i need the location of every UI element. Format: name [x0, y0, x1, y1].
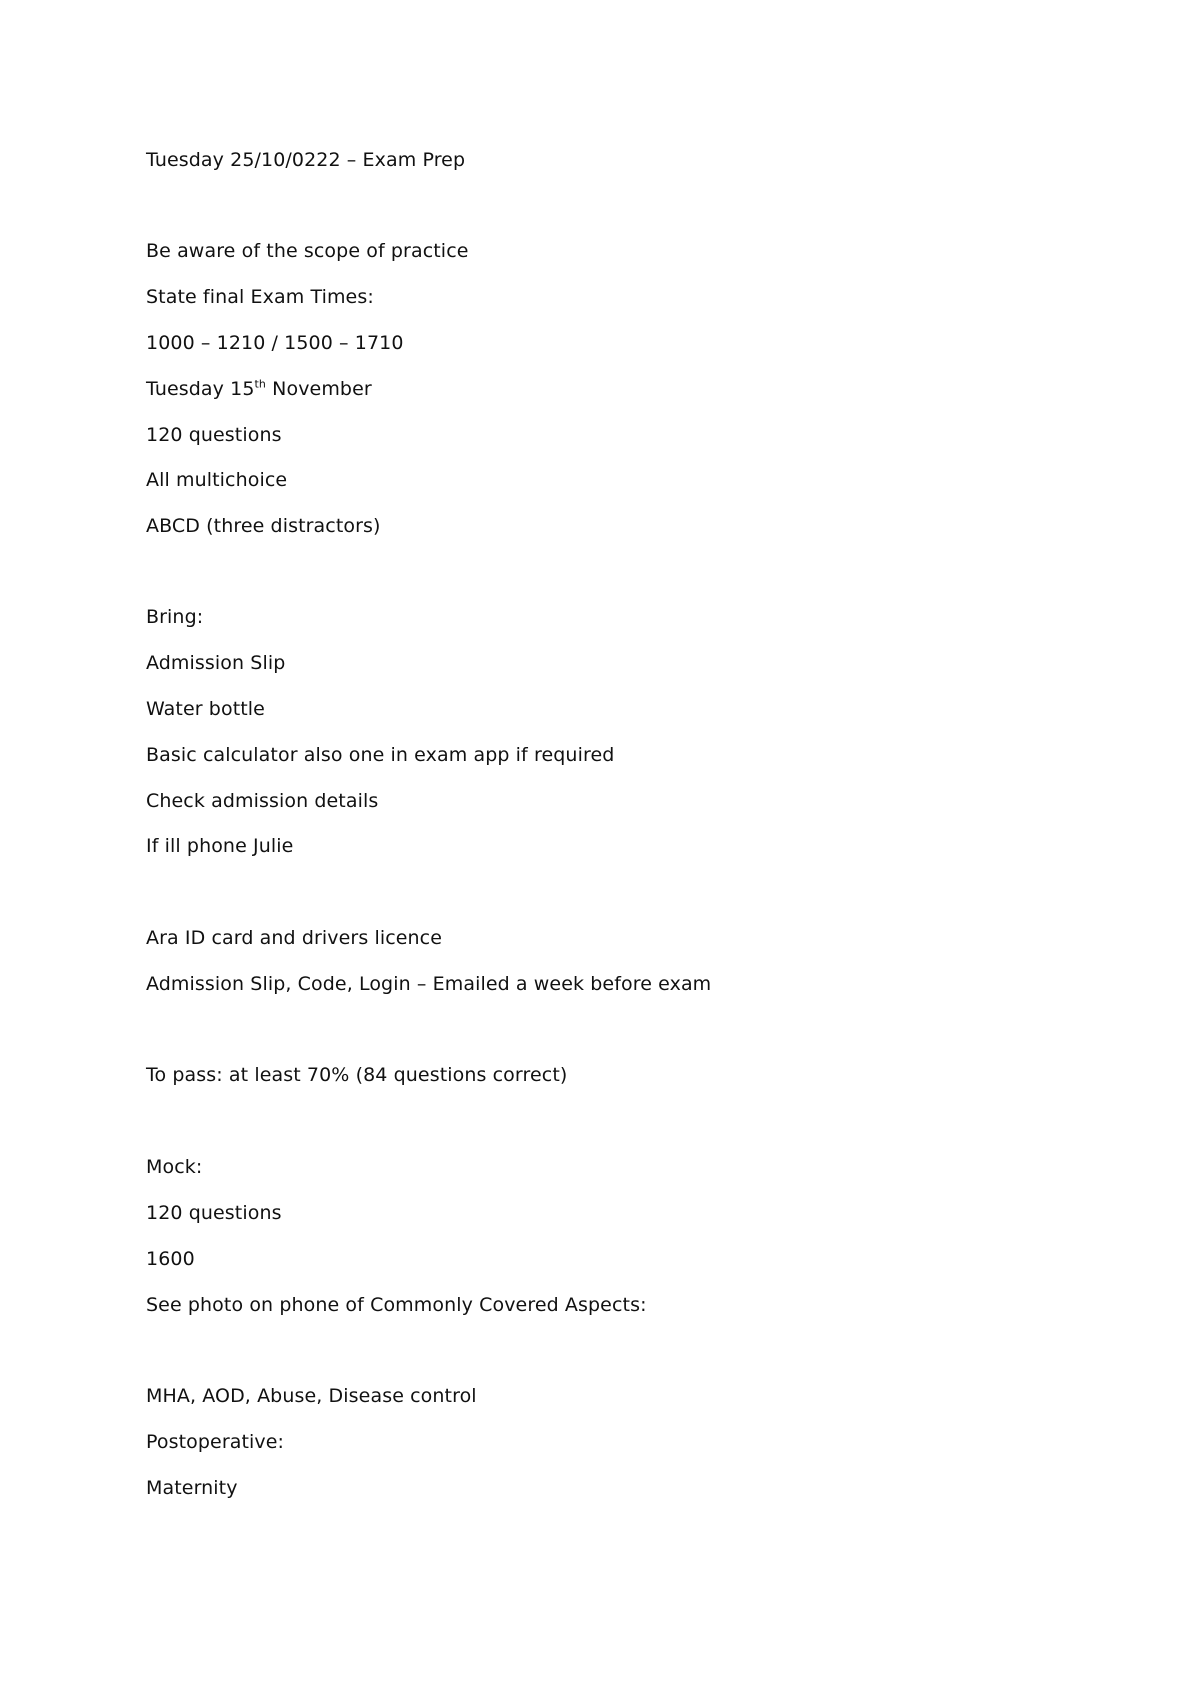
exam-date-ordinal: th [254, 377, 267, 391]
mock-time: 1600 [146, 1248, 195, 1270]
id-card-line: Ara ID card and drivers licence [146, 927, 443, 949]
bring-calculator: Basic calculator also one in exam app if required [146, 744, 615, 766]
exam-date [146, 377, 372, 401]
emailed-line: Admission Slip, Code, Login – Emailed a week before exam [146, 973, 712, 995]
check-admission-details: Check admission details [146, 790, 379, 812]
mock-heading: Mock: [146, 1156, 203, 1178]
exam-date-month: November [266, 378, 372, 400]
exam-times: 1000 – 1210 / 1500 – 1710 [146, 332, 404, 354]
maternity-line: Maternity [146, 1477, 238, 1499]
document-title: Tuesday 25/10/0222 – Exam Prep [146, 149, 466, 171]
bring-water-bottle: Water bottle [146, 698, 265, 720]
exam-date-prefix: Tuesday 15 [146, 378, 255, 400]
question-count: 120 questions [146, 424, 282, 446]
photo-line: See photo on phone of Commonly Covered Aspects: [146, 1294, 647, 1316]
bring-heading: Bring: [146, 606, 204, 628]
if-ill-line: If ill phone Julie [146, 835, 294, 857]
bring-admission-slip: Admission Slip [146, 652, 286, 674]
exam-times-heading: State final Exam Times: [146, 286, 374, 308]
scope-line: Be aware of the scope of practice [146, 240, 469, 262]
postoperative-line: Postoperative: [146, 1431, 285, 1453]
topics-line: MHA, AOD, Abuse, Disease control [146, 1385, 477, 1407]
abcd-line: ABCD (three distractors) [146, 515, 381, 537]
multichoice-line: All multichoice [146, 469, 288, 491]
mock-question-count: 120 questions [146, 1202, 282, 1224]
pass-line: To pass: at least 70% (84 questions correct) [146, 1064, 568, 1086]
